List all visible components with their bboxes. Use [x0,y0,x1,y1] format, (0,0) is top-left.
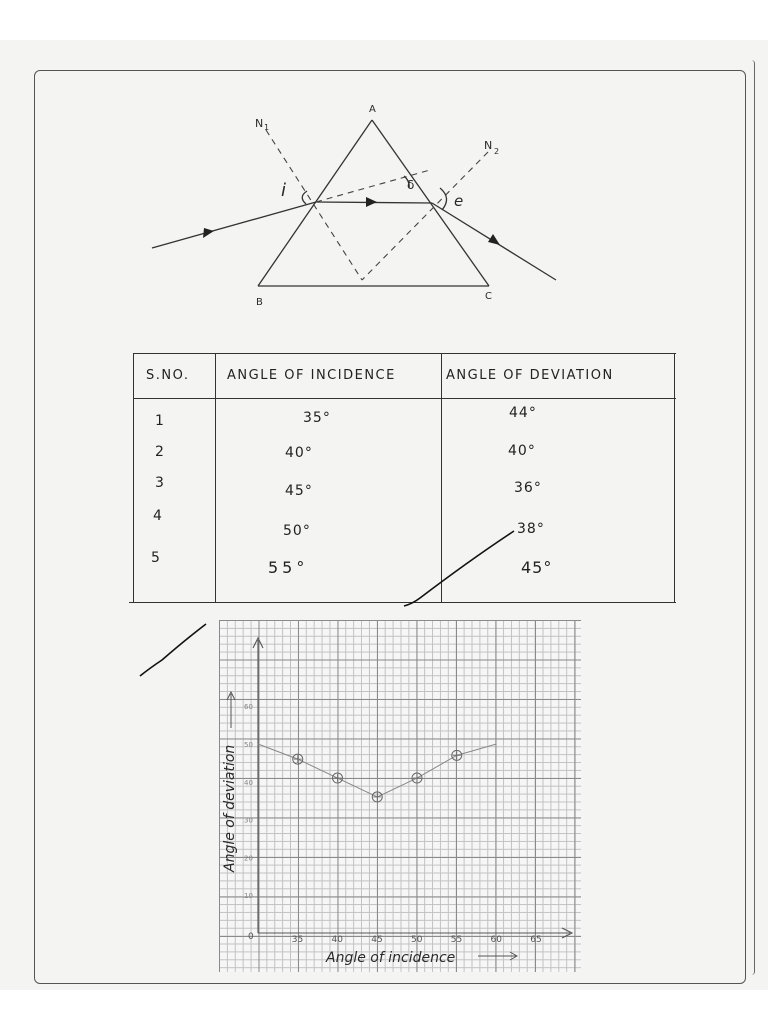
vertex-c-label: C [485,291,492,302]
normal-2-subscript: 2 [494,147,500,156]
normal-2-label: N [484,139,493,152]
row-2-sno: 2 [155,444,165,460]
header-sno: S.NO. [146,368,190,383]
row-3-incidence: 45° [285,483,313,499]
x-tick-label: 60 [490,935,502,945]
row-2-incidence: 40° [285,445,313,461]
row-5-sno: 5 [151,550,161,566]
normal-1-subscript: 1 [264,123,270,132]
angle-i-label: i [281,180,287,201]
header-deviation: ANGLE OF DEVIATION [446,368,614,383]
row-4-deviation: 38° [517,521,545,537]
y-tick-label: 40 [244,778,253,787]
y-tick-label: 60 [244,703,253,712]
x-axis-title: Angle of incidence [326,950,456,966]
x-tick-label: 55 [450,935,463,945]
y-tick-label: 50 [244,741,253,749]
row-4-sno: 4 [153,508,163,524]
y-tick-label: 20 [244,854,253,863]
x-tick-label: 45 [371,935,383,945]
y-axis-title: Angle of deviation [222,744,238,872]
header-incidence: ANGLE OF INCIDENCE [227,368,396,383]
row-2-deviation: 40° [508,443,536,459]
row-1-sno: 1 [155,413,165,429]
origin-label: 0 [248,932,254,942]
row-5-deviation: 45° [521,558,553,577]
angle-delta-label: δ [407,178,415,192]
row-4-incidence: 50° [283,523,311,539]
row-3-deviation: 36° [514,480,542,496]
vertex-a-label: A [369,104,376,115]
vertex-b-label: B [256,297,263,308]
y-tick-label: 10 [244,892,253,901]
row-1-deviation: 44° [509,405,537,421]
x-tick-label: 65 [530,935,542,945]
angle-e-label: e [454,192,464,210]
y-tick-label: 30 [244,816,253,825]
row-5-incidence: 55° [268,558,309,577]
x-tick-label: 50 [411,935,423,945]
normal-1-label: N [255,117,264,130]
x-tick-label: 40 [331,935,343,945]
row-1-incidence: 35° [303,410,331,426]
row-3-sno: 3 [155,475,165,491]
x-tick-label: 35 [291,935,304,945]
